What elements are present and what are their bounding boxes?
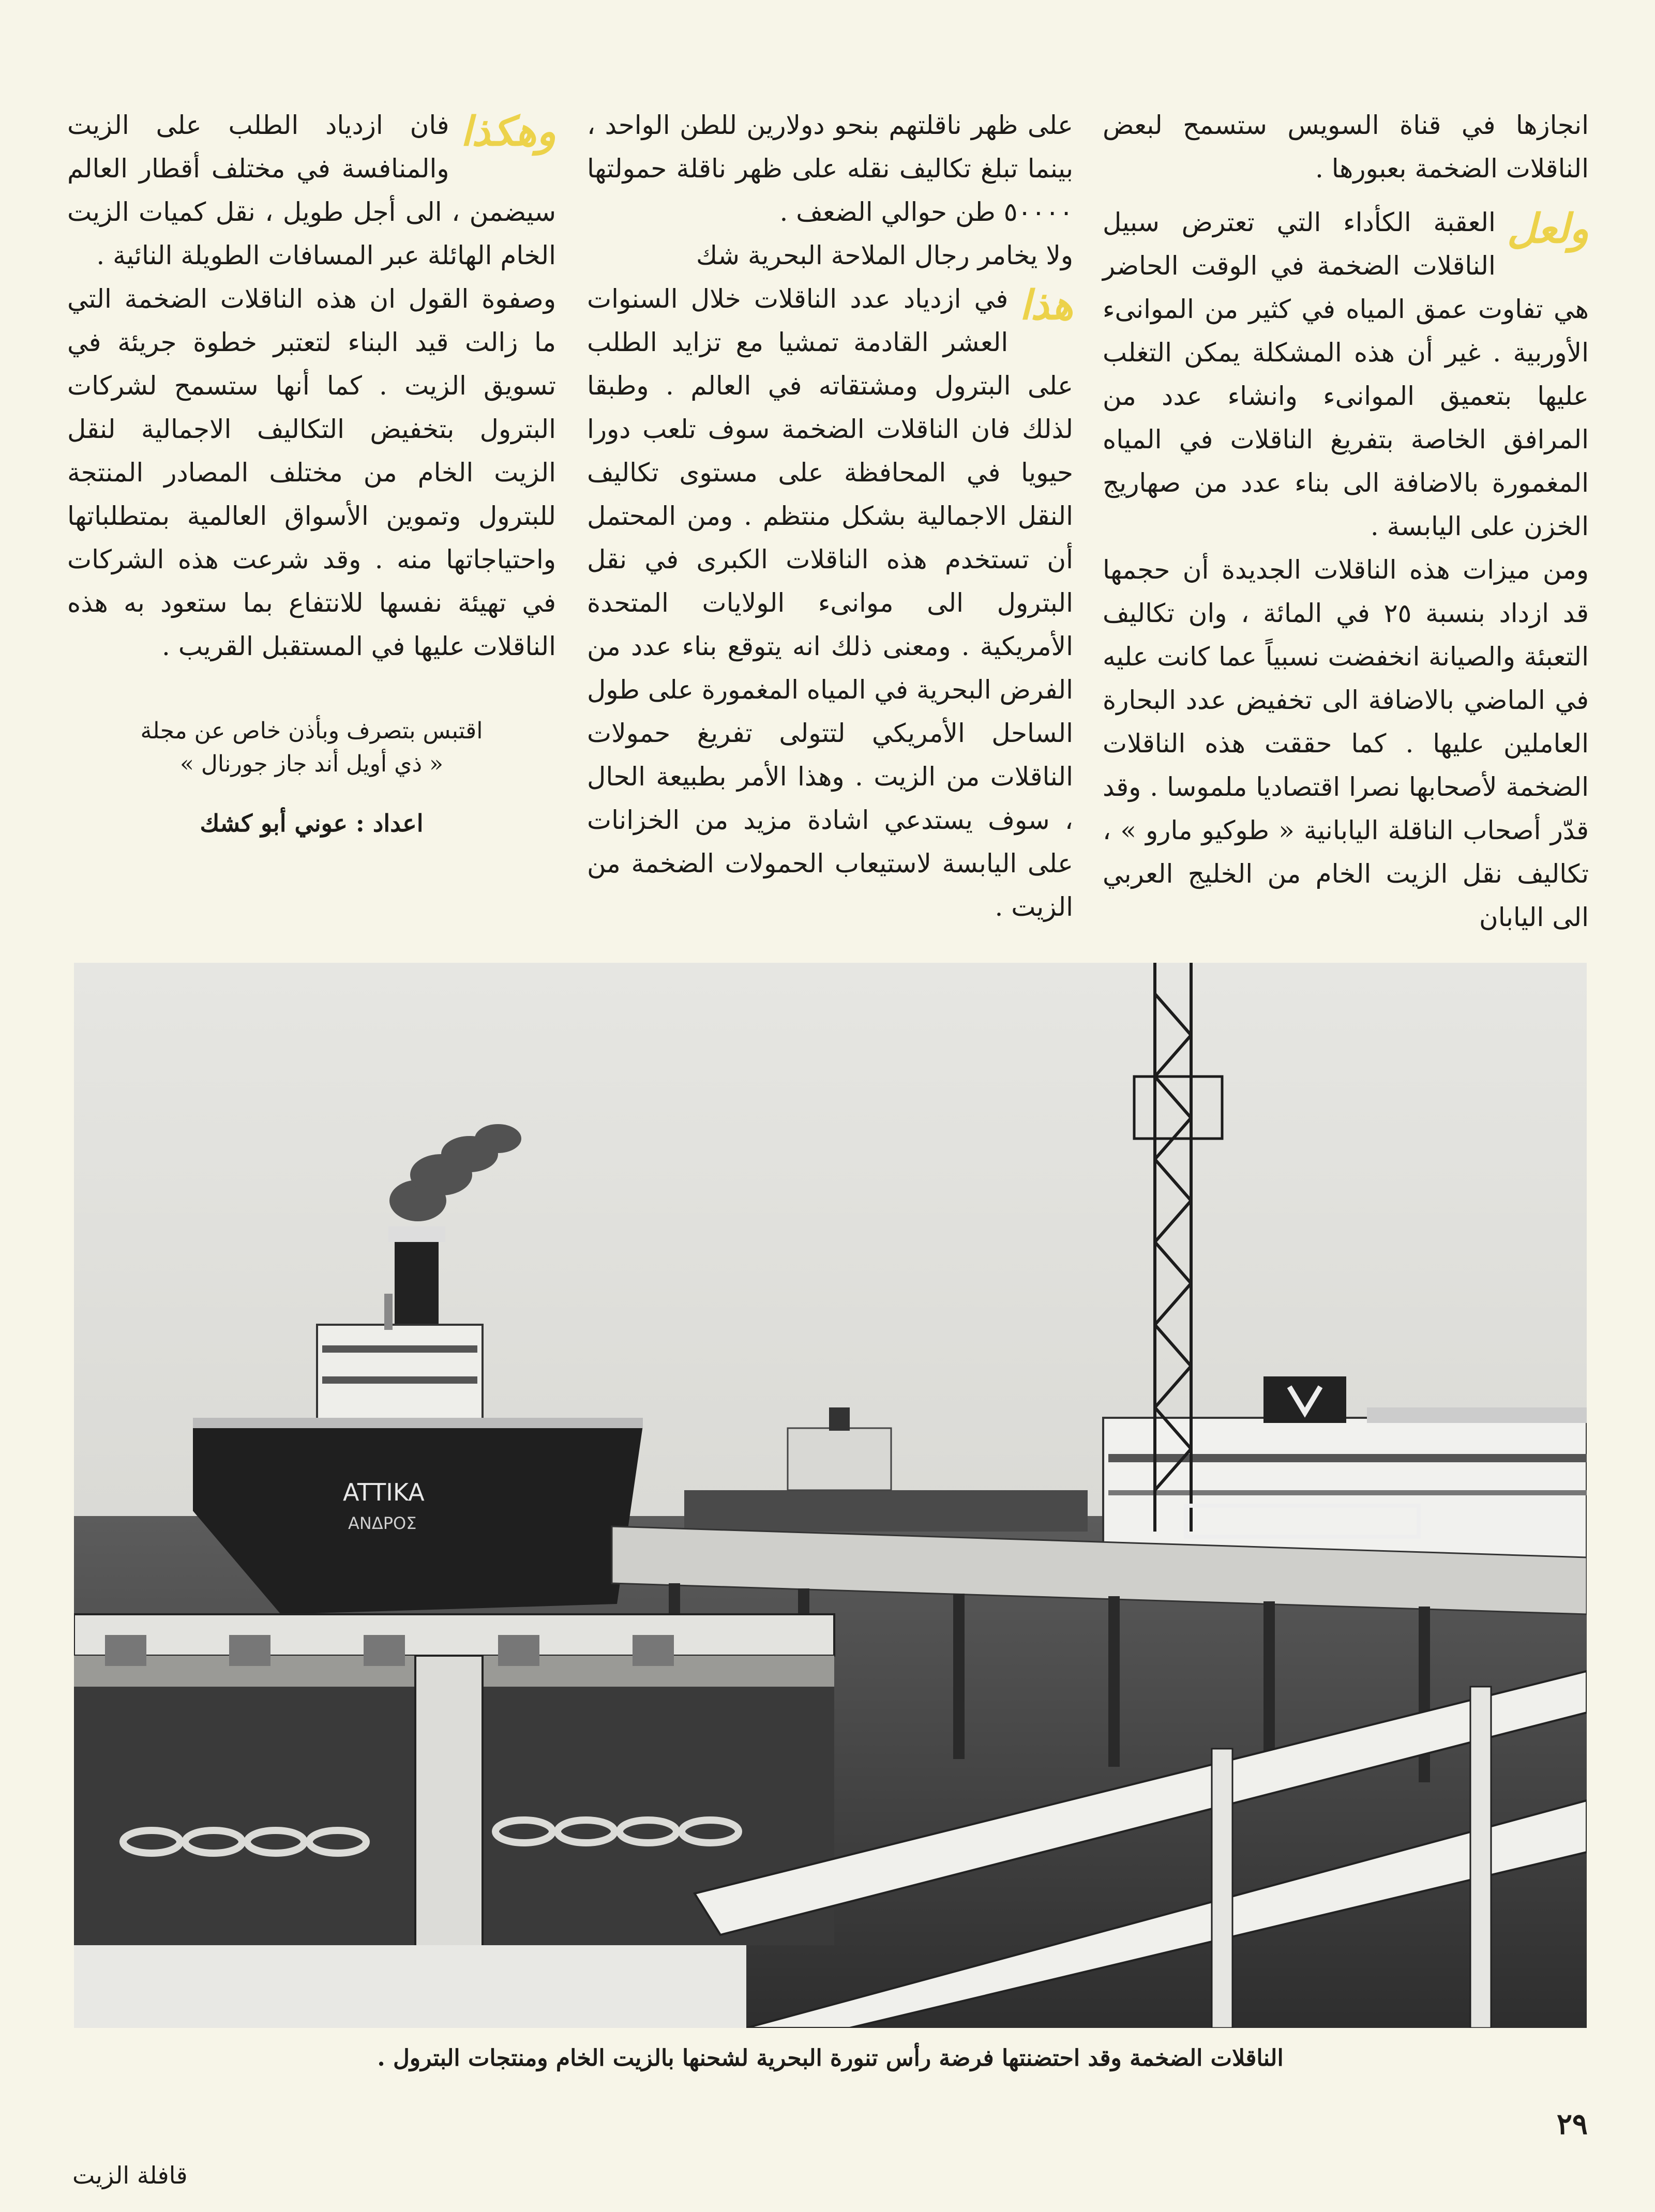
paragraph: ومن ميزات هذه الناقلات الجديدة أن حجمها قد ازداد بنسبة ٢٥ في المائة ، وان تكاليف التعبئة والصيانة انخفضت نسبياً عما كانت عليه في الماضي بالاضافة الى تخفيض عدد البحارة العاملين عليها . كما حققت هذه الناقلات الضخمة لأصحابها نصرا اقتصاديا ملموسا . وقد قدّر أصحاب الناقلة اليابانية « طوكيو مارو » ، تكاليف نقل الزيت الخام من الخليج العربي الى اليابان: [1103, 555, 1589, 932]
paragraph-text: فان ازدياد الطلب على الزيت والمنافسة في مختلف أقطار العالم سيضمن ، الى أجل طويل ، نقل كميات الزيت الخام الهائلة عبر المسافات الطويلة النائية .: [67, 110, 556, 270]
lead-word: هذا: [1019, 282, 1073, 329]
paragraph: وصفوة القول ان هذه الناقلات الضخمة التي ما زالت قيد البناء لتعتبر خطوة جريئة في تسويق الزيت . كما أنها ستسمح لشركات البترول بتخفيض التكاليف الاجمالية لنقل الزيت الخام من مختلف المصادر المنتجة للبترول وتموين الأسواق العالمية بمتطلباتها واحتياجاتها منه . وقد شرعت هذه الشركات في تهيئة نفسها للانتفاع بما ستعود به هذه الناقلات عليها في المستقبل القريب .: [67, 284, 556, 661]
lead-word: وهكذا: [460, 108, 556, 155]
article-column-right: [1103, 103, 1589, 939]
credit-line: « ذي أويل أند جاز جورنال »: [179, 751, 444, 777]
tanker-port-photo: [74, 963, 1587, 2028]
credit-line: اقتبس بتصرف وبأذن خاص عن مجلة: [140, 718, 483, 744]
ship-port: ΑΝΔΡΟΣ: [348, 1513, 417, 1533]
paragraph-text: في ازدياد عدد الناقلات خلال السنوات العشر القادمة تمشيا مع تزايد الطلب على البترول ومشتقاته في العالم . وطبقا لذلك فان الناقلات الضخمة سوف تلعب دورا حيويا في المحافظة على مستوى تكاليف النقل الاجمالية بشكل منتظم . ومن المحتمل أن تستخدم هذه الناقلات الكبرى في نقل البترول الى موانىء الولايات المتحدة الأمريكية . ومعنى ذلك انه يتوقع بناء عدد من الفرض البحرية في المياه المغمورة على طول الساحل الأمريكي لتتولى تفريغ حمولات الناقلات من الزيت . وهذا الأمر بطبيعة الحال ، سوف يستدعي اشادة مزيد من الخزانات على اليابسة لاستيعاب الحمولات الضخمة من الزيت .: [587, 284, 1073, 922]
lead-word: ولعل: [1507, 205, 1589, 252]
paragraph: [1103, 201, 1589, 548]
author-credit: اعداد : عوني أبو كشك: [200, 809, 424, 837]
page-number: ٢٩: [1556, 2107, 1588, 2141]
ship-name: ATTIKA: [343, 1478, 425, 1506]
magazine-name: قافلة الزيت: [72, 2161, 188, 2189]
article-column-left: [67, 103, 556, 845]
photo-caption: الناقلات الضخمة وقد احتضنتها فرضة رأس تنورة البحرية لشحنها بالزيت الخام ومنتجات البترول .: [377, 2045, 1284, 2071]
paragraph-text: العقبة الكأداء التي تعترض سبيل الناقلات الضخمة في الوقت الحاضر هي تفاوت عمق المياه في كثير من الموانىء الأوربية . غير أن هذه المشكلة يمكن التغلب عليها بتعميق الموانىء وانشاء عدد من المرافق الخاصة بتفريغ الناقلات في المياه المغمورة بالاضافة الى بناء عدد من صهاريج الخزن على اليابسة .: [1103, 207, 1589, 541]
paragraph: [587, 277, 1073, 929]
source-credit: [67, 715, 556, 781]
paragraph: على ظهر ناقلتهم بنحو دولارين للطن الواحد ، بينما تبلغ تكاليف نقله على ظهر ناقلة حمولتها ٥٠٠٠٠ طن حوالي الضعف .: [587, 110, 1073, 227]
article-column-middle: [587, 103, 1073, 929]
paragraph: [67, 103, 556, 277]
paragraph: ولا يخامر رجال الملاحة البحرية شك: [696, 240, 1073, 270]
paragraph: انجازها في قناة السويس ستسمح لبعض الناقلات الضخمة بعبورها .: [1103, 110, 1589, 184]
